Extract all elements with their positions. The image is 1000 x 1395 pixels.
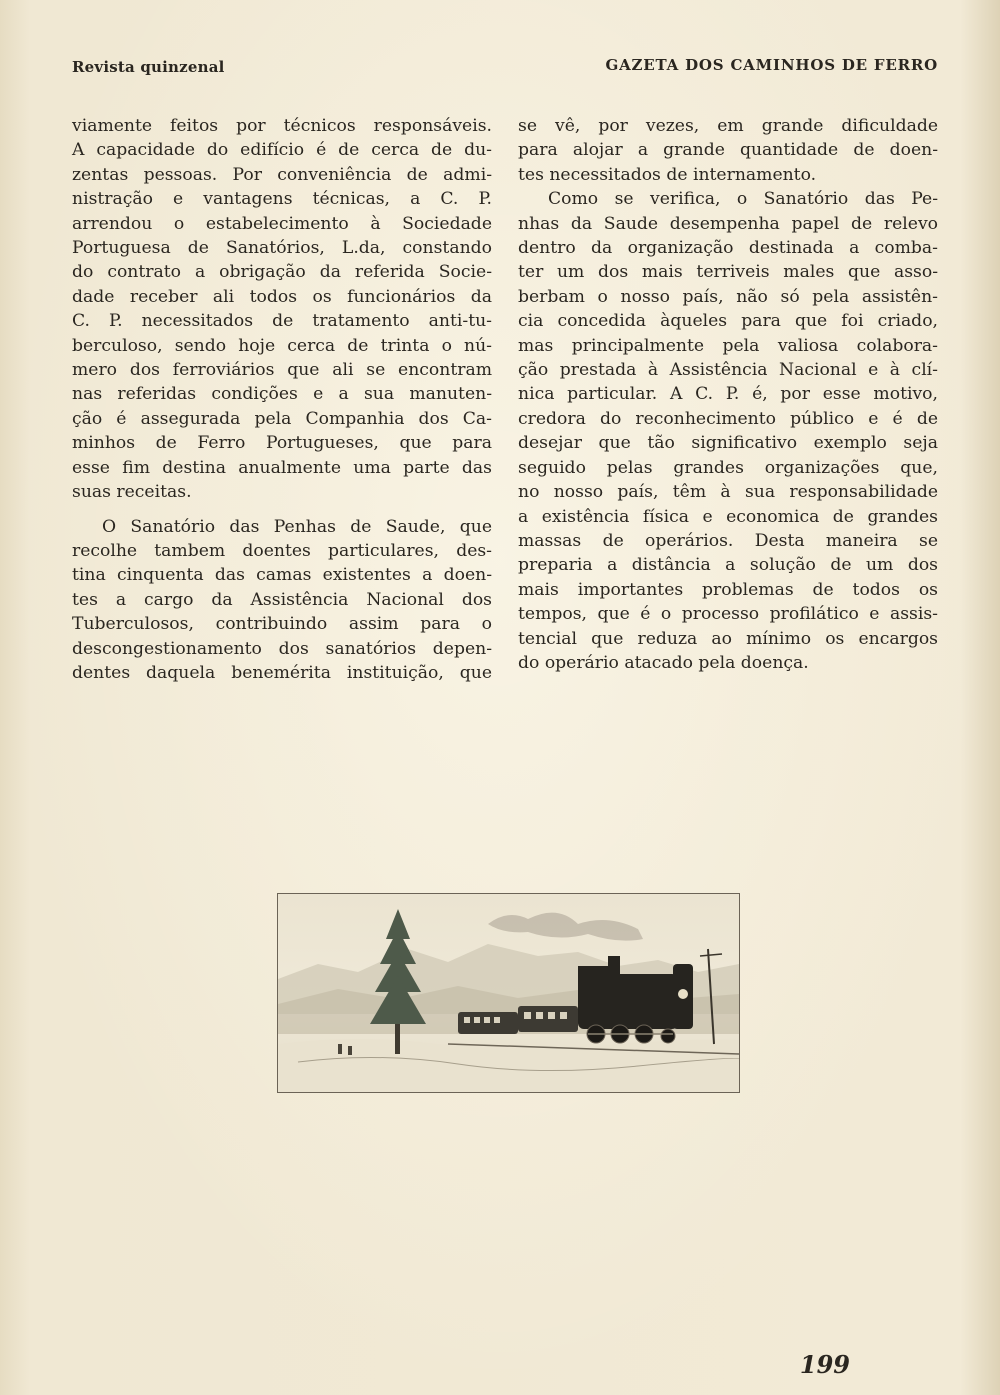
text-line: ter um dos mais terriveis males que asso-: [518, 262, 938, 283]
text-line: se vê, por vezes, em grande dificuldade: [518, 116, 938, 136]
text-line: do contrato a obrigação da referida Socie-: [72, 262, 492, 283]
text-line: suas receitas.: [72, 482, 192, 503]
page-number: 199: [799, 1350, 850, 1379]
text-line: nica particular. A C. P. é, por esse motivo,: [518, 384, 938, 405]
text-line: no nosso país, têm à sua responsabilidade: [518, 482, 938, 503]
text-line: cia concedida àqueles para que foi criado,: [518, 311, 938, 332]
text-line: tencial que reduza ao mínimo os encargos: [518, 628, 938, 649]
right-column: [518, 114, 938, 675]
text-line: nhas da Saude desempenha papel de relevo: [518, 213, 938, 234]
header-left: Revista quinzenal: [72, 58, 225, 76]
text-line: do operário atacado pela doença.: [518, 652, 809, 673]
text-line: descongestionamento dos sanatórios depen-: [72, 638, 492, 659]
text-line: mero dos ferroviários que ali se encontram: [72, 360, 492, 381]
text-line: berbam o nosso país, não só pela assistên-: [518, 286, 938, 307]
text-line: tempos, que é o processo profilático e assis-: [518, 604, 938, 625]
text-line: Como se verifica, o Sanatório das Pe-: [548, 189, 938, 210]
text-line: Portuguesa de Sanatórios, L.da, constando: [72, 238, 492, 259]
text-line: desejar que tão significativo exemplo seja: [518, 433, 938, 454]
text-line: tes necessitados de internamento.: [518, 164, 817, 185]
text-line: credora do reconhecimento público e é de: [518, 408, 938, 429]
text-line: berculoso, sendo hoje cerca de trinta o nú-: [72, 335, 492, 356]
text-line: dentes daquela benemérita instituição, que: [72, 662, 492, 683]
text-line: mas principalmente pela valiosa colabora-: [518, 335, 938, 356]
text-line: dade receber ali todos os funcionários da: [72, 286, 492, 307]
steam-locomotive-landscape-icon: [277, 893, 740, 1093]
text-line: a existência física e economica de grandes: [518, 506, 938, 527]
text-line: nistração e vantagens técnicas, a C. P.: [72, 189, 492, 210]
text-line: tina cinquenta das camas existentes a doen-: [72, 565, 492, 586]
text-line: esse fim destina anualmente uma parte das: [72, 457, 492, 478]
text-line: tes a cargo da Assistência Nacional dos: [72, 589, 492, 610]
left-column: [72, 114, 492, 685]
text-line: dentro da organização destinada a comba-: [518, 238, 938, 259]
text-line: recolhe tambem doentes particulares, des-: [72, 540, 492, 561]
text-line: arrendou o estabelecimento à Sociedade: [72, 213, 492, 234]
text-line: viamente feitos por técnicos responsáveis.: [72, 116, 492, 136]
text-line: seguido pelas grandes organizações que,: [518, 457, 938, 478]
text-line: minhos de Ferro Portugueses, que para: [72, 433, 492, 454]
text-line: C. P. necessitados de tratamento anti-tu-: [72, 311, 492, 332]
text-line: preparia a distância a solução de um dos: [518, 555, 938, 576]
text-line: ção é assegurada pela Companhia dos Ca-: [72, 408, 492, 429]
text-line: mais importantes problemas de todos os: [518, 579, 938, 600]
text-line: O Sanatório das Penhas de Saude, que: [102, 516, 492, 537]
text-line: para alojar a grande quantidade de doen-: [518, 140, 938, 161]
text-line: zentas pessoas. Por conveniência de admi-: [72, 164, 492, 185]
header-right: GAZETA DOS CAMINHOS DE FERRO: [605, 56, 938, 74]
text-line: nas referidas condições e a sua manuten-: [72, 384, 492, 405]
text-line: A capacidade do edifício é de cerca de du-: [72, 140, 492, 161]
text-line: Tuberculosos, contribuindo assim para o: [72, 614, 492, 635]
text-line: massas de operários. Desta maneira se: [518, 530, 938, 551]
text-line: ção prestada à Assistência Nacional e à clí-: [518, 360, 938, 381]
